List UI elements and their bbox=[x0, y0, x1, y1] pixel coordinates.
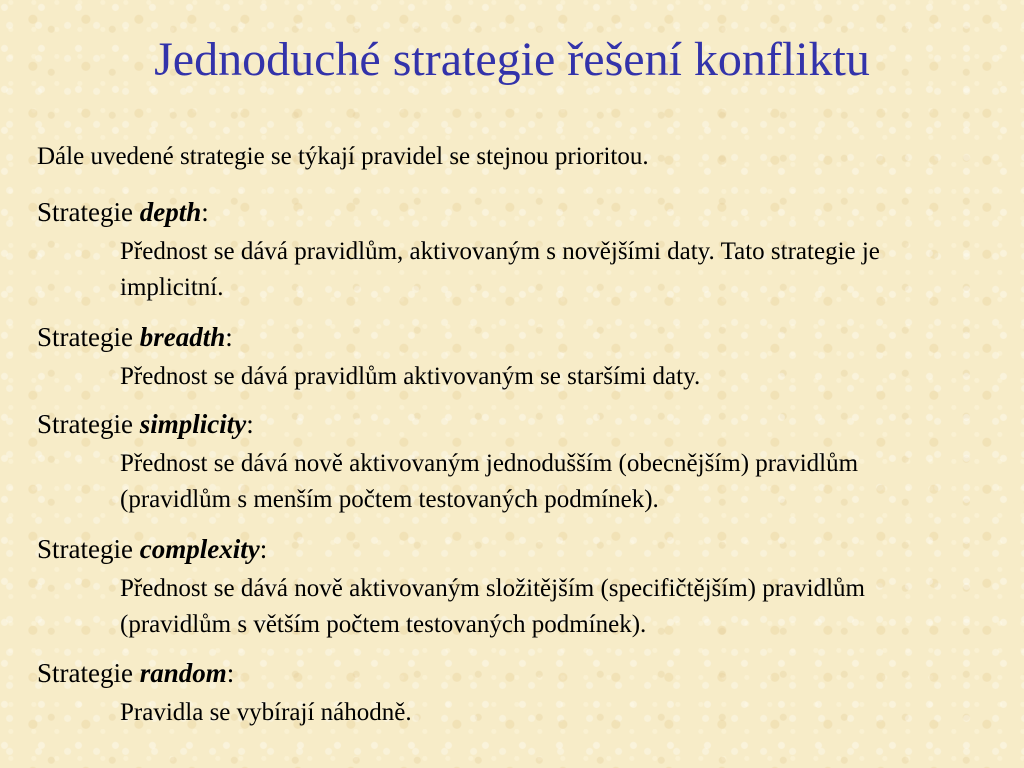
strategy-depth-heading bbox=[37, 195, 209, 229]
strategy-colon: : bbox=[201, 197, 209, 227]
strategy-colon: : bbox=[246, 409, 254, 439]
intro-text: Dále uvedené strategie se týkají pravidel se stejnou prioritou. bbox=[37, 143, 649, 170]
strategy-complexity-description: Přednost se dává nově aktivovaným složitějším (specifičtějším) pravidlům (pravidlům s větším počtem testovaných podmínek). bbox=[120, 575, 865, 638]
strategy-simplicity-heading bbox=[37, 407, 254, 441]
strategy-prefix: Strategie bbox=[37, 534, 140, 564]
strategy-name-random: random bbox=[139, 658, 227, 688]
strategy-colon: : bbox=[226, 658, 235, 688]
strategy-random-description: Pravidla se vybírají náhodně. bbox=[120, 699, 412, 726]
strategy-breadth-description: Přednost se dává pravidlům aktivovaným se staršími daty. bbox=[120, 363, 701, 390]
strategy-depth-description: Přednost se dává pravidlům, aktivovaným s novějšími daty. Tato strategie je implicitní. bbox=[120, 238, 880, 301]
strategy-prefix: Strategie bbox=[37, 197, 140, 227]
strategy-prefix: Strategie bbox=[37, 322, 140, 352]
strategy-name-simplicity: simplicity bbox=[139, 409, 247, 439]
strategy-breadth-heading bbox=[37, 320, 233, 354]
strategy-simplicity-description: Přednost se dává nově aktivovaným jednodušším (obecnějším) pravidlům (pravidlům s menším počtem testovaných podmínek). bbox=[120, 450, 859, 513]
strategy-complexity-heading bbox=[37, 532, 267, 566]
strategy-random-heading bbox=[37, 656, 234, 690]
strategy-name-complexity: complexity bbox=[139, 534, 260, 564]
strategy-colon: : bbox=[259, 534, 268, 564]
strategy-colon: : bbox=[225, 322, 233, 352]
strategy-name-breadth: breadth bbox=[139, 322, 226, 352]
strategy-prefix: Strategie bbox=[37, 658, 140, 688]
slide-title: Jednoduché strategie řešení konfliktu bbox=[154, 33, 870, 86]
strategy-name-depth: depth bbox=[139, 197, 202, 227]
strategy-prefix: Strategie bbox=[37, 409, 140, 439]
